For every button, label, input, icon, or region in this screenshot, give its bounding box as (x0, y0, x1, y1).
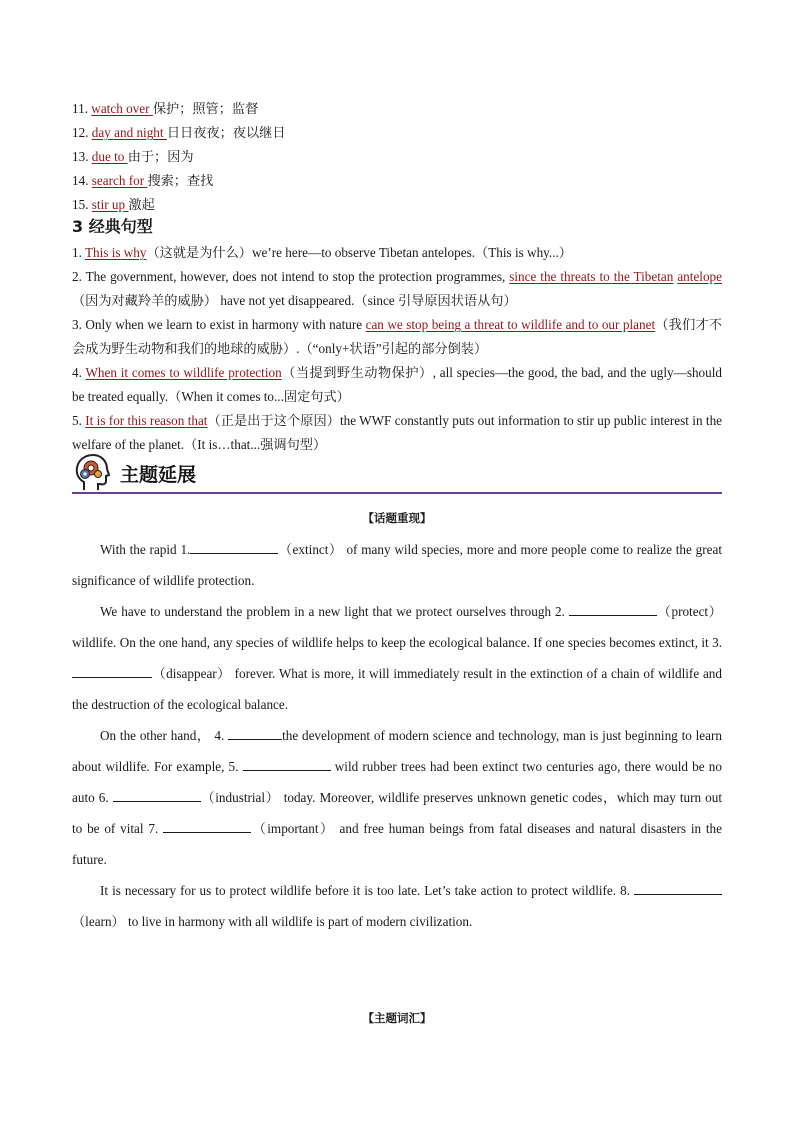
answer-blank-3[interactable] (72, 663, 152, 678)
passage-text: （important） and free human beings from fatal diseases and natural disasters in the future. (72, 821, 722, 867)
head-gears-icon (74, 454, 110, 492)
phrase-meaning: 激起 (128, 197, 155, 212)
key-phrase: This is why (84, 245, 147, 260)
vocabulary-label: 【主题词汇】 (362, 1011, 432, 1025)
answer-blank-7[interactable] (163, 818, 251, 833)
sentence-text: （因为对藏羚羊的威胁） have not yet disappeared.（since 引导原因状语从句） (72, 293, 517, 308)
phrase-text: day and night (91, 125, 167, 140)
phrase-meaning: 搜索；查找 (147, 173, 214, 188)
passage-paragraph (72, 720, 722, 875)
phrase-item (72, 169, 722, 193)
passage-text: （industrial） today. Moreover, wildlife preserves unknown genetic codes，which may turn out to be of vital 7. (72, 790, 722, 836)
passage-text: （disappear） forever. What is more, it will immediately result in the extinction of a chain of wildlife and the destruction of the ecological balance. (72, 666, 722, 712)
key-phrase: When it comes to wildlife protection (85, 365, 282, 380)
passage-text: We have to understand the problem in a new light that we protect ourselves through 2. (100, 604, 569, 619)
passage-text: （learn） to live in harmony with all wildlife is part of modern civilization. (72, 914, 473, 929)
sentence-text: 们才不会成为野生动物和我们的地球的威胁）.（“only+状语”引起的部分倒装） (72, 317, 722, 356)
passage-text: （protect） wildlife. On the one hand, any species of wildlife helps to keep the ecological balance. If one species becomes extinct, it 3. (72, 604, 722, 650)
phrase-number: 14. (72, 173, 92, 188)
cloze-passage (72, 534, 722, 937)
sentence-3 (72, 313, 722, 361)
sentence-number: 1. (72, 245, 85, 260)
answer-blank-1[interactable] (190, 539, 278, 554)
section-title: 3 经典句型 (72, 217, 153, 236)
passage-text: It is necessary for us to protect wildlife before it is too late. Let’s take action to protect wildlife. 8. (100, 883, 634, 898)
phrase-item (72, 145, 722, 169)
phrase-meaning: 由于；因为 (127, 149, 194, 164)
header-divider (72, 492, 722, 494)
sentence-text: interest in the welfare of the planet.（It is…that...强调句型） (72, 413, 723, 452)
passage-text: （extinct） of many wild species, more and more people come to realize the great significance of wildlife protection. (72, 542, 722, 588)
phrase-list (72, 97, 722, 217)
passage-text: the development of modern science and technology, man is just beginning to learn about wildlife. For example, 5. (72, 728, 722, 774)
passage-paragraph (72, 596, 722, 720)
theme-header (72, 452, 722, 494)
sentence-text: 3. Only when we learn to exist in harmony with nature (72, 317, 366, 332)
phrase-text: stir up (91, 197, 129, 212)
sentence-text: 2. The government, however, does not intend to stop the protection programmes, (72, 269, 510, 284)
answer-blank-5[interactable] (243, 756, 331, 771)
passage-paragraph (72, 875, 722, 937)
sentence-number: 4. (72, 365, 86, 380)
phrase-number: 11. (72, 101, 92, 116)
theme-header-title: 主题延展 (120, 464, 197, 486)
key-phrase: It is for this reason that (85, 413, 208, 428)
sentence-text: ugly—should be treated equally.（When it comes to...固定句式） (72, 365, 722, 404)
phrase-item (72, 97, 722, 121)
sentence-text: （当提到野生动物保护）, all species—the good, the bad, and the (281, 365, 647, 380)
sentence-text: （正是出于这个原因）the WWF constantly puts out information to stir up public (207, 413, 647, 428)
phrase-meaning: 保护；照管；监督 (152, 101, 259, 116)
answer-blank-8[interactable] (634, 880, 722, 895)
sentence-2 (72, 265, 722, 313)
sentence-number: 5. (72, 413, 86, 428)
answer-blank-6[interactable] (113, 787, 201, 802)
key-phrase: can we stop being a threat to wildlife and to our planet (365, 317, 656, 332)
topic-label: 【话题重现】 (362, 511, 432, 525)
sentence-text: （我 (655, 317, 683, 332)
phrase-number: 13. (72, 149, 92, 164)
sentence-patterns (72, 241, 722, 457)
sentence-4 (72, 361, 722, 409)
passage-text: On the other hand， 4. (100, 728, 229, 743)
answer-blank-2[interactable] (569, 601, 657, 616)
passage-text: wild rubber trees had been extinct two centuries ago, there would be no auto 6. (72, 759, 722, 805)
answer-blank-4[interactable] (228, 725, 282, 740)
sentence-text: （这就是为什么）we’re here—to observe Tibetan antelopes.（This is why...） (146, 245, 572, 260)
phrase-number: 12. (72, 125, 92, 140)
passage-paragraph (72, 534, 722, 596)
sentence-1 (72, 241, 722, 265)
phrase-item (72, 121, 722, 145)
phrase-text: watch over (91, 101, 153, 116)
sentence-5 (72, 409, 722, 457)
phrase-text: due to (91, 149, 128, 164)
phrase-number: 15. (72, 197, 92, 212)
key-phrase: since the threats to the Tibetan (509, 269, 674, 284)
phrase-text: search for (91, 173, 148, 188)
key-phrase: antelope (677, 269, 722, 284)
phrase-meaning: 日日夜夜；夜以继日 (166, 125, 286, 140)
passage-text: With the rapid 1. (100, 542, 191, 557)
